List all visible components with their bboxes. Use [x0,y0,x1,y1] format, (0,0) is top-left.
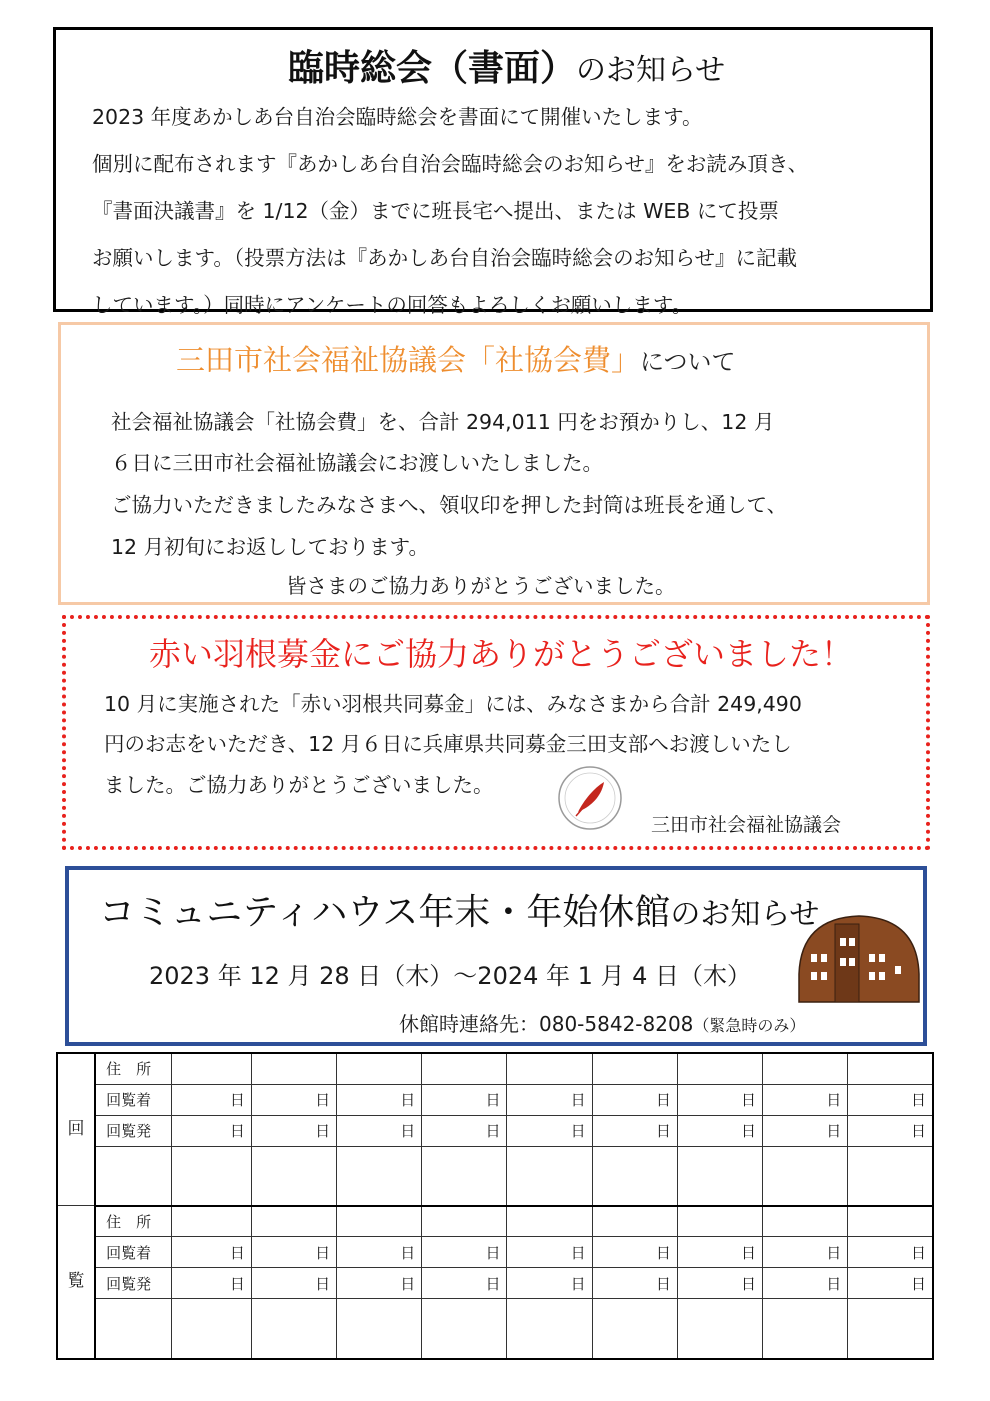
circulation-side-label: 回 [57,1053,95,1206]
general-meeting-notice [53,27,933,317]
circulation-arrival-label: 回覧着 [95,1084,171,1115]
red-feather-title: 赤い羽根募金にご協力ありがとうございました！ [149,635,854,673]
red-feather-notice [62,615,930,850]
welfare-fee-line-4: 12 月初旬にお返ししております。 [111,535,429,559]
circulation-empty-cell [422,1053,507,1084]
circulation-day-cell: 日 [251,1084,336,1115]
circulation-day-cell: 日 [507,1268,592,1299]
circulation-day-cell: 日 [337,1115,422,1146]
circulation-empty-cell [507,1206,592,1237]
community-house-icon [797,914,921,1004]
circulation-address-label: 住 所 [95,1206,171,1237]
circulation-empty-cell [763,1146,848,1206]
circulation-departure-row [57,1115,933,1146]
circulation-day-cell: 日 [171,1237,251,1268]
circulation-day-cell: 日 [251,1115,336,1146]
circulation-empty-cell [848,1053,933,1084]
circulation-day-cell: 日 [251,1268,336,1299]
circulation-day-cell: 日 [337,1268,422,1299]
circulation-empty-cell [677,1053,762,1084]
general-meeting-line-2: 個別に配布されます『あかしあ台自治会臨時総会のお知らせ』をお読み頂き、 [92,152,809,176]
circulation-empty-cell [337,1053,422,1084]
circulation-empty-cell [848,1206,933,1237]
circulation-day-cell: 日 [251,1237,336,1268]
circulation-day-cell: 日 [592,1268,677,1299]
general-meeting-line-4: お願いします。（投票方法は『あかしあ台自治会臨時総会のお知らせ』に記載 [92,246,797,270]
circulation-day-cell: 日 [337,1237,422,1268]
circulation-day-cell: 日 [422,1268,507,1299]
circulation-day-cell: 日 [848,1115,933,1146]
circulation-empty-cell [592,1146,677,1206]
circulation-empty-cell [677,1299,762,1359]
circulation-blank-row [57,1299,933,1359]
circulation-empty-cell [171,1053,251,1084]
welfare-fee-line-1: 社会福祉協議会「社協会費」を、合計 294,011 円をお預かりし、12 月 [111,410,775,434]
circulation-empty-cell [677,1206,762,1237]
circulation-departure-row [57,1268,933,1299]
circulation-day-cell: 日 [337,1084,422,1115]
circulation-departure-label: 回覧発 [95,1268,171,1299]
circulation-empty-cell [251,1053,336,1084]
circulation-empty-cell [251,1206,336,1237]
circulation-side-label: 覧 [57,1206,95,1359]
circulation-address-row [57,1206,933,1237]
circulation-day-cell: 日 [592,1084,677,1115]
circulation-empty-cell [592,1206,677,1237]
circulation-day-cell: 日 [171,1084,251,1115]
general-meeting-line-1: 2023 年度あかしあ台自治会臨時総会を書面にて開催いたします。 [92,105,703,129]
general-meeting-line-3: 『書面決議書』を 1/12（金）までに班長宅へ提出、または WEB にて投票 [92,199,779,223]
community-house-closure-notice [65,866,927,1046]
closure-title: コミュニティハウス年末・年始休館のお知らせ [99,892,820,933]
circulation-day-cell: 日 [592,1115,677,1146]
general-meeting-line-5: しています。）同時にアンケートの回答もよろしくお願いします。 [92,293,693,317]
red-feather-line-1: 10 月に実施された「赤い羽根共同募金」には、みなさまから合計 249,490 [104,692,802,716]
red-feather-seal-icon [556,764,624,832]
welfare-fee-closing: 皆さまのご協力ありがとうございました。 [286,574,676,598]
welfare-fee-notice [58,322,930,605]
circulation-day-cell: 日 [848,1237,933,1268]
circulation-table [56,1052,934,1360]
general-meeting-title: 臨時総会（書面）のお知らせ [288,48,726,89]
circulation-empty-cell [848,1146,933,1206]
circulation-empty-cell [763,1299,848,1359]
circulation-address-label: 住 所 [95,1053,171,1084]
circulation-empty-cell [251,1299,336,1359]
circulation-address-row [57,1053,933,1084]
circulation-empty-cell [507,1299,592,1359]
red-feather-line-3: ました。ご協力ありがとうございました。 [104,773,494,797]
circulation-empty-cell [171,1299,251,1359]
red-feather-line-2: 円のお志をいただき、12 月６日に兵庫県共同募金三田支部へお渡しいたし [104,732,792,756]
circulation-empty-cell [677,1146,762,1206]
circulation-empty-cell [171,1206,251,1237]
circulation-arrival-row [57,1237,933,1268]
circulation-day-cell: 日 [507,1237,592,1268]
circulation-empty-cell [422,1146,507,1206]
circulation-empty-cell [337,1146,422,1206]
circulation-day-cell: 日 [507,1084,592,1115]
circulation-day-cell: 日 [848,1084,933,1115]
circulation-empty-cell [337,1299,422,1359]
circulation-day-cell: 日 [422,1115,507,1146]
closure-contact: 休館時連絡先：080-5842-8208（緊急時のみ） [399,1012,806,1036]
circulation-day-cell: 日 [677,1237,762,1268]
circulation-empty-cell [592,1053,677,1084]
circulation-day-cell: 日 [677,1084,762,1115]
circulation-day-cell: 日 [763,1237,848,1268]
welfare-fee-line-2: ６日に三田市社会福祉協議会にお渡しいたしました。 [111,451,603,475]
circulation-day-cell: 日 [677,1115,762,1146]
circulation-empty-cell [507,1146,592,1206]
circulation-empty-cell [422,1299,507,1359]
circulation-empty-cell [848,1299,933,1359]
circulation-empty-cell [592,1299,677,1359]
welfare-fee-title: 三田市社会福祉協議会「社協会費」について [176,343,736,377]
circulation-day-cell: 日 [677,1268,762,1299]
circulation-day-cell: 日 [763,1084,848,1115]
circulation-day-cell: 日 [763,1268,848,1299]
circulation-empty-cell [507,1053,592,1084]
welfare-fee-line-3: ご協力いただきましたみなさまへ、領収印を押した封筒は班長を通して、 [111,493,788,517]
circulation-day-cell: 日 [171,1268,251,1299]
circulation-day-cell: 日 [592,1237,677,1268]
circulation-blank-label [95,1299,171,1359]
circulation-empty-cell [763,1206,848,1237]
circulation-day-cell: 日 [422,1084,507,1115]
circulation-day-cell: 日 [171,1115,251,1146]
circulation-blank-row [57,1146,933,1206]
circulation-departure-label: 回覧発 [95,1115,171,1146]
circulation-day-cell: 日 [848,1268,933,1299]
circulation-empty-cell [763,1053,848,1084]
circulation-empty-cell [251,1146,336,1206]
circulation-blank-label [95,1146,171,1206]
circulation-day-cell: 日 [507,1115,592,1146]
closure-period: 2023 年 12 月 28 日（木）～2024 年 1 月 4 日（木） [149,962,752,990]
circulation-empty-cell [337,1206,422,1237]
circulation-empty-cell [171,1146,251,1206]
circulation-arrival-row [57,1084,933,1115]
circulation-empty-cell [422,1206,507,1237]
circulation-arrival-label: 回覧着 [95,1237,171,1268]
circulation-day-cell: 日 [763,1115,848,1146]
red-feather-signature: 三田市社会福祉協議会 [651,814,842,836]
circulation-day-cell: 日 [422,1237,507,1268]
